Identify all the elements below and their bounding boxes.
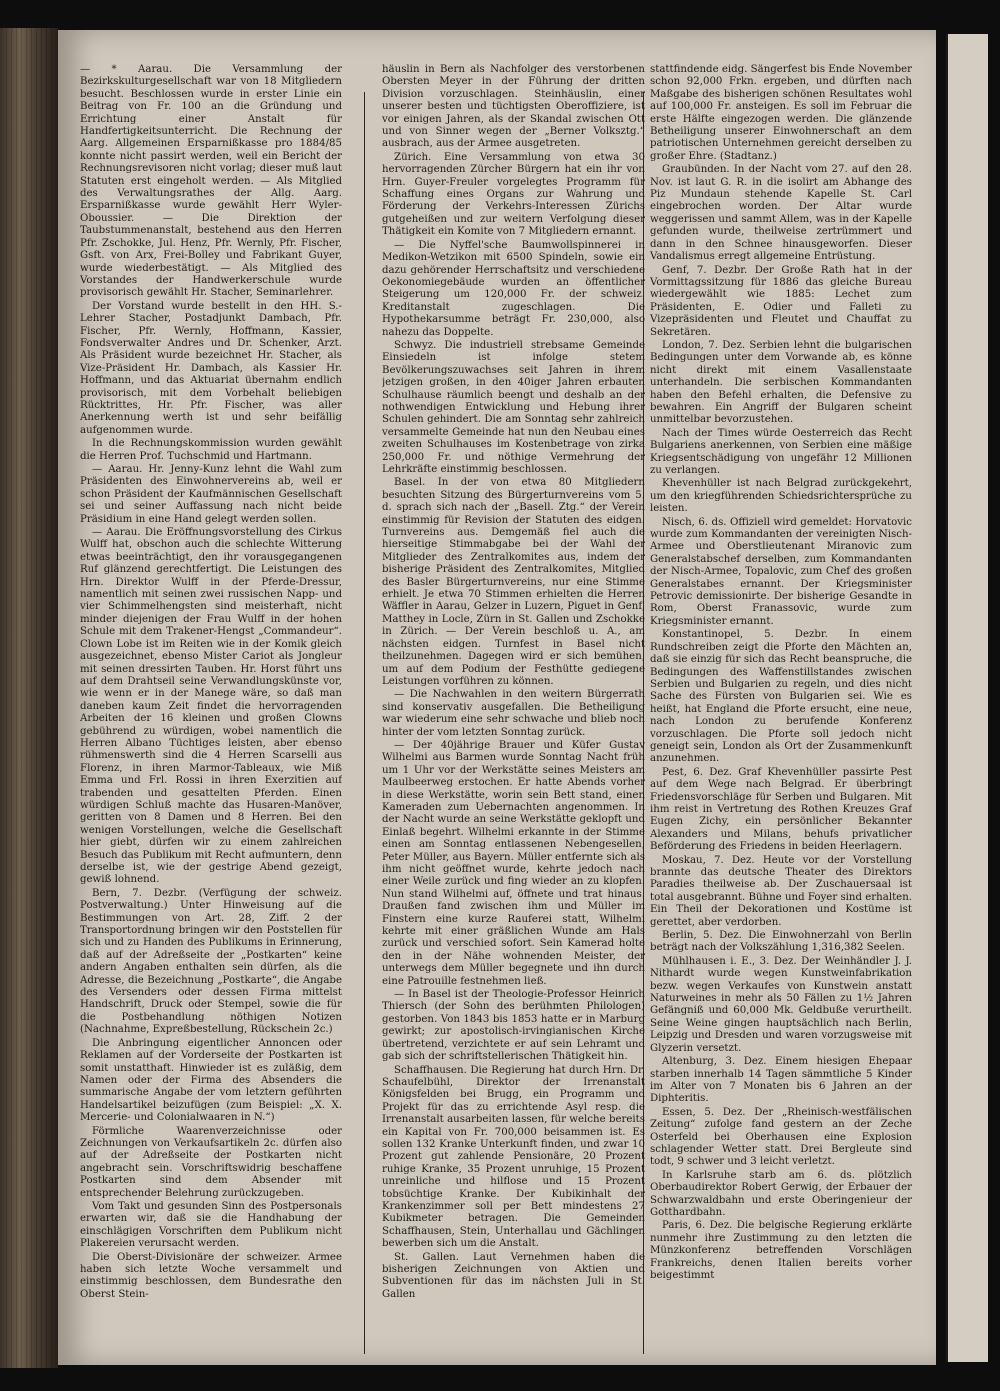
paragraph: — In Basel ist der Theologie-Professor Heinrich Thiersch (der Sohn des berühmten Philologen) gestorben. Von 1843 bis 1853 hatte er in Marburg gewirkt; zur apostolisch-irvingianischen Kirche übertretend, verzichtete er auf sein Lehramt und gab sich der schriftstellerischen Thätigkeit hin. xyxy=(382,989,645,1063)
paragraph: — Aarau. Die Eröffnungsvorstellung des Cirkus Wulff hat, obschon auch die schlechte Witterung etwas beeinträchtigt, den ihr vorausgegangenen Ruf glänzend gerechtfertigt. Die Leistungen des Hrn. Direktor Wulff in der Pferde-Dressur, namentlich mit seinen zwei russischen Napp- und vier Schimmelhengsten sind meisterhaft, nicht minder diejenigen der Frau Wulff in der hohen Schule mit dem Trakener-Hengst „Commandeur“. Clown Lobe ist im Reiten wie in der Komik gleich ausgezeichnet, ebenso Mister Cariot als Jongleur mit seinen dressirten Tauben. Hr. Horst führt uns auf dem Drahtseil seine Verwandlungskünste vor, wie wenn er in der Manege wäre, so daß man daneben kaum Zeit findet die hervorragenden Arbeiten der 16 kleinen und großen Clowns gebührend zu würdigen, wobei namentlich die Herren Albano Tüchtiges leisten, aber ebenso rühmenswerth sind die 4 Herren Scarselli aus Florenz, in ihren Marmor-Tableaux, wie Miß Emma und Frl. Rossi in ihren Exerzitien auf trabenden und gesattelten Pferden. Einen würdigen Schluß machte das Husaren-Manöver, geritten von 8 Damen und 8 Herren. Bei den wenigen Vorstellungen, welche die Gesellschaft hier giebt, dürfen wir zu einem zahlreichen Besuch das Publikum mit Recht aufmuntern, denn derselbe ist, wie der gestrige Abend gezeigt, gewiß lohnend. xyxy=(80,527,342,886)
adjacent-page-edge xyxy=(946,34,988,1362)
paragraph: Moskau, 7. Dez. Heute vor der Vorstellung brannte das deutsche Theater des Direktors Paradies theilweise ab. Der Zuschauersaal ist total ausgebrannt. Bühne und Foyer sind erhalten. Ein Theil der Dekorationen und Kostüme ist gerettet, aber verdorben. xyxy=(650,854,912,928)
paragraph: — Die Nyffel'sche Baumwollspinnerei in Medikon-Wetzikon mit 6500 Spindeln, sowie ein dazu gehörender Herrschaftsitz und verschiedene Oekonomiegebäude wurden an öffentlicher Steigerung um 120,000 Fr. der schweiz. Kreditanstalt zugeschlagen. Die Hypothekarsumme beträgt Fr. 230,000, also nahezu das Doppelte. xyxy=(382,239,645,338)
paragraph: stattfindende eidg. Sängerfest bis Ende November schon 92,000 Frkn. ergeben, und dürften nach Maßgabe des bisherigen schönen Resultates wohl auf 100,000 Fr. ansteigen. Es soll im Februar die erste Hälfte eingezogen werden. Die glänzende Betheiligung unserer Einwohnerschaft an dem patriotischen Unternehmen gereicht derselben zu großer Ehre. (Stadtanz.) xyxy=(650,64,912,162)
paragraph: London, 7. Dez. Serbien lehnt die bulgarischen Bedingungen unter dem Vorwande ab, es könne nicht direkt mit einem Vasallenstaate unterhandeln. Die serbischen Kommandanten haben den Befehl erhalten, die Defensive zu bewahren. Ein Angriff der Bulgaren scheint unmittelbar bevorzustehen. xyxy=(650,339,912,426)
paragraph: — Die Nachwahlen in den weitern Bürgerrath sind konservativ ausgefallen. Die Betheiligung war wiederum eine sehr schwache und blieb noch hinter der vom letzten Sonntag zurück. xyxy=(382,689,645,738)
paragraph: Die Oberst-Divisionäre der schweizer. Armee haben sich letzte Woche versammelt und einstimmig beschlossen, dem Bundesrathe den Oberst Stein- xyxy=(80,1251,342,1300)
paragraph: häuslin in Bern als Nachfolger des verstorbenen Obersten Meyer in der Führung der dritten Division vorzuschlagen. Steinhäuslin, einer unserer besten und tüchtigsten Oberoffiziere, ist vor einigen Jahren, als der Skandal zwischen Ott und von Sinner wegen der „Berner Volksztg.“ ausbrach, aus der Armee ausgetreten. xyxy=(382,64,645,150)
paragraph: Genf, 7. Dezbr. Der Große Rath hat in der Vormittagssitzung für 1886 das gleiche Bureau wiedergewählt wie 1885: Lechet zum Präsidenten, E. Odier und Falleti zu Vizepräsidenten und Fleutet und Chauffat zu Sekretären. xyxy=(650,264,912,338)
paragraph: Der Vorstand wurde bestellt in den HH. S.-Lehrer Stacher, Postadjunkt Dambach, Pfr. Fischer, Pfr. Wernly, Hoffmann, Kassier, Fondsverwalter Andres und Dr. Schenker, Arzt. Als Präsident wurde bezeichnet Hr. Stacher, als Vize-Präsident Hr. Dambach, als Kassier Hr. Hoffmann, und das Aktuariat übernahm endlich provisorisch, mit dem Vorbehalt beliebigen Rücktrittes, Hr. Pfr. Fischer, was aller Anerkennung werth ist und sehr beifällig aufgenommen wurde. xyxy=(80,300,342,436)
paragraph: Vom Takt und gesunden Sinn des Postpersonals erwarten wir, daß sie die Handhabung der einschlägigen Vorschriften dem Publikum nicht Plakereien verursacht werden. xyxy=(80,1200,342,1250)
paragraph: Mühlhausen i. E., 3. Dez. Der Weinhändler J. J. Nithardt wurde wegen Kunstweinfabrikation bezw. wegen Verkaufes von Kunstwein anstatt Naturweines in mehr als 50 Fällen zu 1½ Jahren Gefängniß und 60,000 Mk. Geldbuße verurtheilt. Seine Weine gingen hauptsächlich nach Berlin, Leipzig und Dresden und waren vorzugsweise mit Glyzerin versetzt. xyxy=(650,955,912,1054)
paragraph: — * Aarau. Die Versammlung der Bezirkskulturgesellschaft war von 18 Mitgliedern besucht. Beschlossen wurde in erster Linie ein Beitrag von Fr. 100 an die Gründung und Errichtung einer Anstalt für Handfertigkeitsunterricht. Die Rechnung der Aarg. Allgemeinen Ersparnißkasse pro 1884/85 konnte nicht passirt werden, weil ein Bericht der Rechnungsrevisoren nicht vorlag; dieser muß laut Statuten erst eingeholt werden. — Als Mitglied des Verwaltungsrathes der Allg. Aarg. Ersparnißkasse wurde gewählt Herr Wyler-Oboussier. — Die Direktion der Taubstummenanstalt, bestehend aus den Herren Pfr. Zschokke, Jul. Henz, Pfr. Wernly, Pfr. Fischer, Gsft. von Arx, Frei-Bolley und Fabrikant Guyer, wurde wiederbestätigt. — Als Mitglied des Vorstandes der Handwerkerschule wurde provisorisch gewählt Hr. Stacher, Seminarlehrer. xyxy=(80,64,342,299)
paragraph: In Karlsruhe starb am 6. ds. plötzlich Oberbaudirektor Robert Gerwig, der Erbauer der Schwarzwaldbahn und erste Oberingenieur der Gotthardbahn. xyxy=(650,1169,912,1218)
paragraph: Essen, 5. Dez. Der „Rheinisch-westfälischen Zeitung“ zufolge fand gestern an der Zeche Osterfeld bei Oberhausen eine Explosion schlagender Wetter statt. Drei Bergleute sind todt, 9 schwer und 3 leicht verletzt. xyxy=(650,1106,912,1168)
paragraph: Pest, 6. Dez. Graf Khevenhüller passirte Pest auf dem Wege nach Belgrad. Er überbringt Friedensvorschläge für Serben und Bulgaren. Mit ihm reist in Vertretung des Rothen Kreuzes Graf Eugen Zichy, ein persönlicher Bekannter Alexanders und Milans, behufs privatlicher Beförderung des Friedens in beiden Heerlagern. xyxy=(650,766,912,853)
paragraph: Die Anbringung eigentlicher Annoncen oder Reklamen auf der Vorderseite der Postkarten ist somit unstatthaft. Hinwieder ist es zuläßig, dem Namen oder der Firma des Absenders die summarische Angabe der vom letztern geführten Handelsartikel beizufügen (zum Beispiel: „X. X. Mercerie- und Colonialwaaren in N.“) xyxy=(80,1037,342,1124)
paragraph: Altenburg, 3. Dez. Einem hiesigen Ehepaar starben innerhalb 14 Tagen sämmtliche 5 Kinder im Alter von 7 Monaten bis 6 Jahren an der Diphteritis. xyxy=(650,1056,912,1105)
paragraph: Schwyz. Die industriell strebsame Gemeinde Einsiedeln ist infolge stetem Bevölkerungszuwachses seit Jahren in ihrem jetzigen großen, in den 40iger Jahren erbauten Schulhause räumlich beengt und deshalb an der nothwendigen Entwicklung und Hebung ihrer Schulen gehindert. Die am Sonntag sehr zahlreich versammelte Gemeinde hat nun den Neubau eines zweiten Schulhauses im Kostenbetrage von zirka 250,000 Fr. und nöthige Vermehrung der Lehrkräfte einstimmig beschlossen. xyxy=(382,339,645,475)
paragraph: Berlin, 5. Dez. Die Einwohnerzahl von Berlin beträgt nach der Volkszählung 1,316,382 Seelen. xyxy=(650,930,912,954)
paragraph: Graubünden. In der Nacht vom 27. auf den 28. Nov. ist laut G. R. in die isolirt am Abhange des Piz Mundaun stehende Kapelle St. Carl eingebrochen worden. Der Altar wurde weggerissen und sammt Allem, was in der Kapelle gefunden wurde, theilweise zertrümmert und dann in den Schnee hinausgeworfen. Dieser Vandalismus erregt allgemeine Entrüstung. xyxy=(650,164,912,263)
paragraph: Schaffhausen. Die Regierung hat durch Hrn. Dr. Schaufelbühl, Direktor der Irrenanstalt Königsfelden bei Brugg, ein Programm und Projekt für das zu errichtende Asyl resp. die Irrenanstalt ausarbeiten lassen, für welche bereits ein Kapital von Fr. 700,000 beisammen ist. Es sollen 132 Kranke Unterkunft finden, und zwar 10 Prozent gut zahlende Pensionäre, 20 Prozent ruhige Kranke, 35 Prozent unruhige, 15 Prozent unreinliche und hilflose und 15 Prozent tobsüchtige Kranke. Der Kubikinhalt der Krankenzimmer soll per Bett mindestens 27 Kubikmeter betragen. Die Gemeinden Schaffhausen, Stein, Unterhallau und Gächlingen bewerben sich um die Anstalt. xyxy=(382,1064,645,1250)
binding-edge xyxy=(6,28,52,1368)
paragraph: Konstantinopel, 5. Dezbr. In einem Rundschreiben zeigt die Pforte den Mächten an, daß sie einzig für sich das Recht beanspruche, die Bedingungen des Waffenstillstandes zwischen Serbien und Bulgarien zu regeln, und dies nicht Sache des Fürsten von Bulgarien sei. Wie es heißt, hat England die Pforte ersucht, eine neue, nach London zu berufende Konferenz vorzuschlagen. Die Pforte soll jedoch nicht geneigt sein, London als Ort der Zusammenkunft anzunehmen. xyxy=(650,629,912,765)
paragraph: — Aarau. Hr. Jenny-Kunz lehnt die Wahl zum Präsidenten des Einwohnervereins ab, weil er schon Präsident der Kaufmännischen Gesellschaft sei und seiner Auffassung nach nicht beide Präsidium in eine Hand gelegt werden sollen. xyxy=(80,464,342,525)
paragraph: Basel. In der von etwa 80 Mitgliedern besuchten Sitzung des Bürgerturnvereins vom 5. d. sprach sich nach der „Basell. Ztg.“ der Verein einstimmig für Revision der Statuten des eidgen. Turnvereins aus. Demgemäß fiel auch die hierseitige Stimmabgabe bei der Wahl der Mitglieder des Zentralkomites aus, indem der bisherige Präsident des Zentralkomites, Mitglied des Basler Bürgerturnvereins, nur eine Stimme erhielt. Je etwa 70 Stimmen erhielten die Herren Wäffler in Aarau, Gelzer in Luzern, Piguet in Genf, Matthey in Locle, Zürn in St. Gallen und Zschokke in Zürich. — Der Verein beschloß u. A., am nächsten eidgen. Turnfest in Basel nicht theilzunehmen. Dagegen wird er sich bemühen, um auf dem Podium der Festhütte gediegene Leistungen vorführen zu können. xyxy=(382,477,645,687)
paragraph: Zürich. Eine Versammlung von etwa 30 hervorragenden Zürcher Bürgern hat ein ihr von Hrn. Guyer-Freuler vorgelegtes Programm für Schaffung eines Organs zur Wahrung und Förderung der Verkehrs-Interessen Zürichs gutgeheißen und zur weitern Verfolgung dieser Thätigkeit ein Komite von 7 Mitgliedern ernannt. xyxy=(382,151,645,238)
text-column-3 xyxy=(650,64,912,1354)
text-column-1 xyxy=(80,64,342,1354)
paragraph: Nisch, 6. ds. Offiziell wird gemeldet: Horvatovic wurde zum Kommandanten der vereinigten Nisch-Armee und Oberstlieutenant Miranovic zum Generalstabschef derselben, zum Kommandanten der Nisch-Armee, Topalovic, zum Chef des großen Generalstabes ernannt. Der Kriegsminister Petrovic demissionirte. Der bisherige Gesandte in Rom, Oberst Franassovic, wurde zum Kriegsminister ernannt. xyxy=(650,516,912,627)
column-rule xyxy=(364,92,365,1354)
paragraph: Förmliche Waarenverzeichnisse oder Zeichnungen von Verkaufsartikeln 2c. dürfen also auf der Adreßseite der Postkarten nicht angebracht sein. Vorschriftswidrig beschaffene Postkarten sind dem Absender mit entsprechender Belehrung zurückzugeben. xyxy=(80,1125,342,1199)
paragraph: Paris, 6. Dez. Die belgische Regierung erklärte nunmehr ihre Zustimmung zu den letzten die Münzkonferenz betreffenden Vorschlägen Frankreichs, denen Italien bereits vorher beigestimmt xyxy=(650,1220,912,1281)
paragraph: In die Rechnungskommission wurden gewählt die Herren Prof. Tuchschmid und Hartmann. xyxy=(80,438,342,462)
paragraph: Khevenhüller ist nach Belgrad zurückgekehrt, um den kriegführenden Schiedsrichtersprüche zu leisten. xyxy=(650,478,912,515)
paragraph: Nach der Times würde Oesterreich das Recht Bulgariens anerkennen, von Serbien eine mäßige Kriegsentschädigung von ungefähr 12 Millionen zu verlangen. xyxy=(650,427,912,476)
paragraph: Bern, 7. Dezbr. (Verfügung der schweiz. Postverwaltung.) Unter Hinweisung auf die Bestimmungen von Art. 28, Ziff. 2 der Transportordnung bringen wir den Poststellen für sich und zu Handen des Publikums in Erinnerung, daß auf der Adreßseite der „Postkarten“ keine andern Angaben enthalten sein dürfen, als die Adresse, die Bezeichnung „Postkarte“, die Angabe des Versenders oder dessen Firma mittelst Handschrift, Druck oder Stempel, sowie die für die Postbehandlung nöthigen Notizen (Nachnahme, Expreßbestellung, Rückschein 2c.) xyxy=(80,887,342,1036)
paragraph: — Der 40jährige Brauer und Küfer Gustav Wilhelmi aus Barmen wurde Sonntag Nacht früh um 1 Uhr vor der Werkstätte seines Meisters am Maulbeerweg erstochen. Er hatte Abends vorher in diese Werkstätte, worin sein Bett stand, einen Kameraden zum Uebernachten angenommen. In der Nacht wurde an seine Werkstätte geklopft und Einlaß begehrt. Wilhelmi erkannte in der Stimme einen am Sonntag entlassenen Nebengesellen, Peter Müller, aus Bayern. Müller entfernte sich als ihm nicht geöffnet wurde, kehrte jedoch nach einer Weile zurück und fing wieder an zu klopfen. Nun stand Wilhelmi auf, öffnete und trat hinaus. Draußen fand zwischen ihm und Müller im Finstern eine kurze Rauferei statt, Wilhelmi kehrte mit einer gräßlichen Wunde am Hals zurück und verschied sofort. Sein Kamerad holte den in der Nähe wohnenden Meister, der unterwegs dem Müller begegnete und ihn durch eine Patrouille festnehmen ließ. xyxy=(382,739,645,987)
paragraph: St. Gallen. Laut Vernehmen haben die bisherigen Zeichnungen von Aktien und Subventionen für das im nächsten Juli in St. Gallen xyxy=(382,1251,645,1300)
text-column-2 xyxy=(382,64,645,1354)
